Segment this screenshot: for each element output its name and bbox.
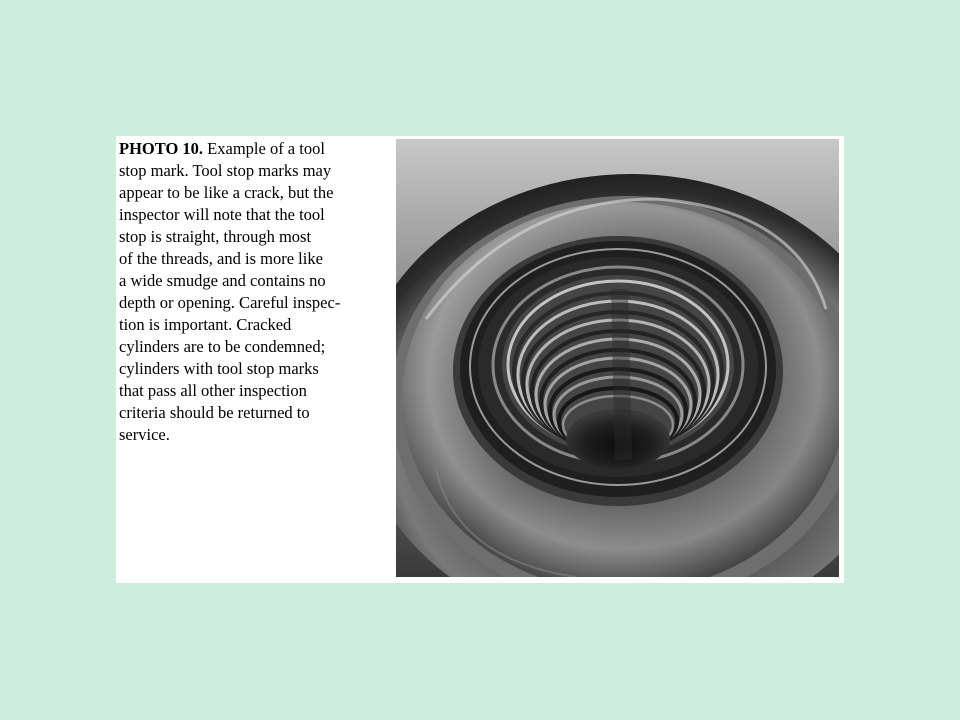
caption-label: PHOTO 10. [119,139,204,158]
caption-text: Example of a tool [203,139,325,158]
caption-line-6: of the threads, and is more like [119,249,323,268]
caption-line-11: cylinders with tool stop marks [119,359,319,378]
caption-line-2: stop mark. Tool stop marks may [119,161,332,180]
caption-line-1 [119,138,391,160]
content-panel [116,136,844,583]
cylinder-valve-photo [396,139,839,577]
caption-line-4: inspector will note that the tool [119,205,325,224]
caption-line-14: service. [119,425,170,444]
caption-line-12: that pass all other inspection [119,381,307,400]
caption-line-10: cylinders are to be condemned; [119,337,326,356]
caption-line-9: tion is important. Cracked [119,315,292,334]
caption-line-5: stop is straight, through most [119,227,312,246]
photo-caption [119,138,391,446]
caption-line-3: appear to be like a crack, but the [119,183,334,202]
threaded-opening-illustration [396,139,839,577]
caption-line-8: depth or opening. Careful inspec- [119,293,341,312]
caption-line-7: a wide smudge and contains no [119,271,326,290]
caption-line-13: criteria should be returned to [119,403,310,422]
